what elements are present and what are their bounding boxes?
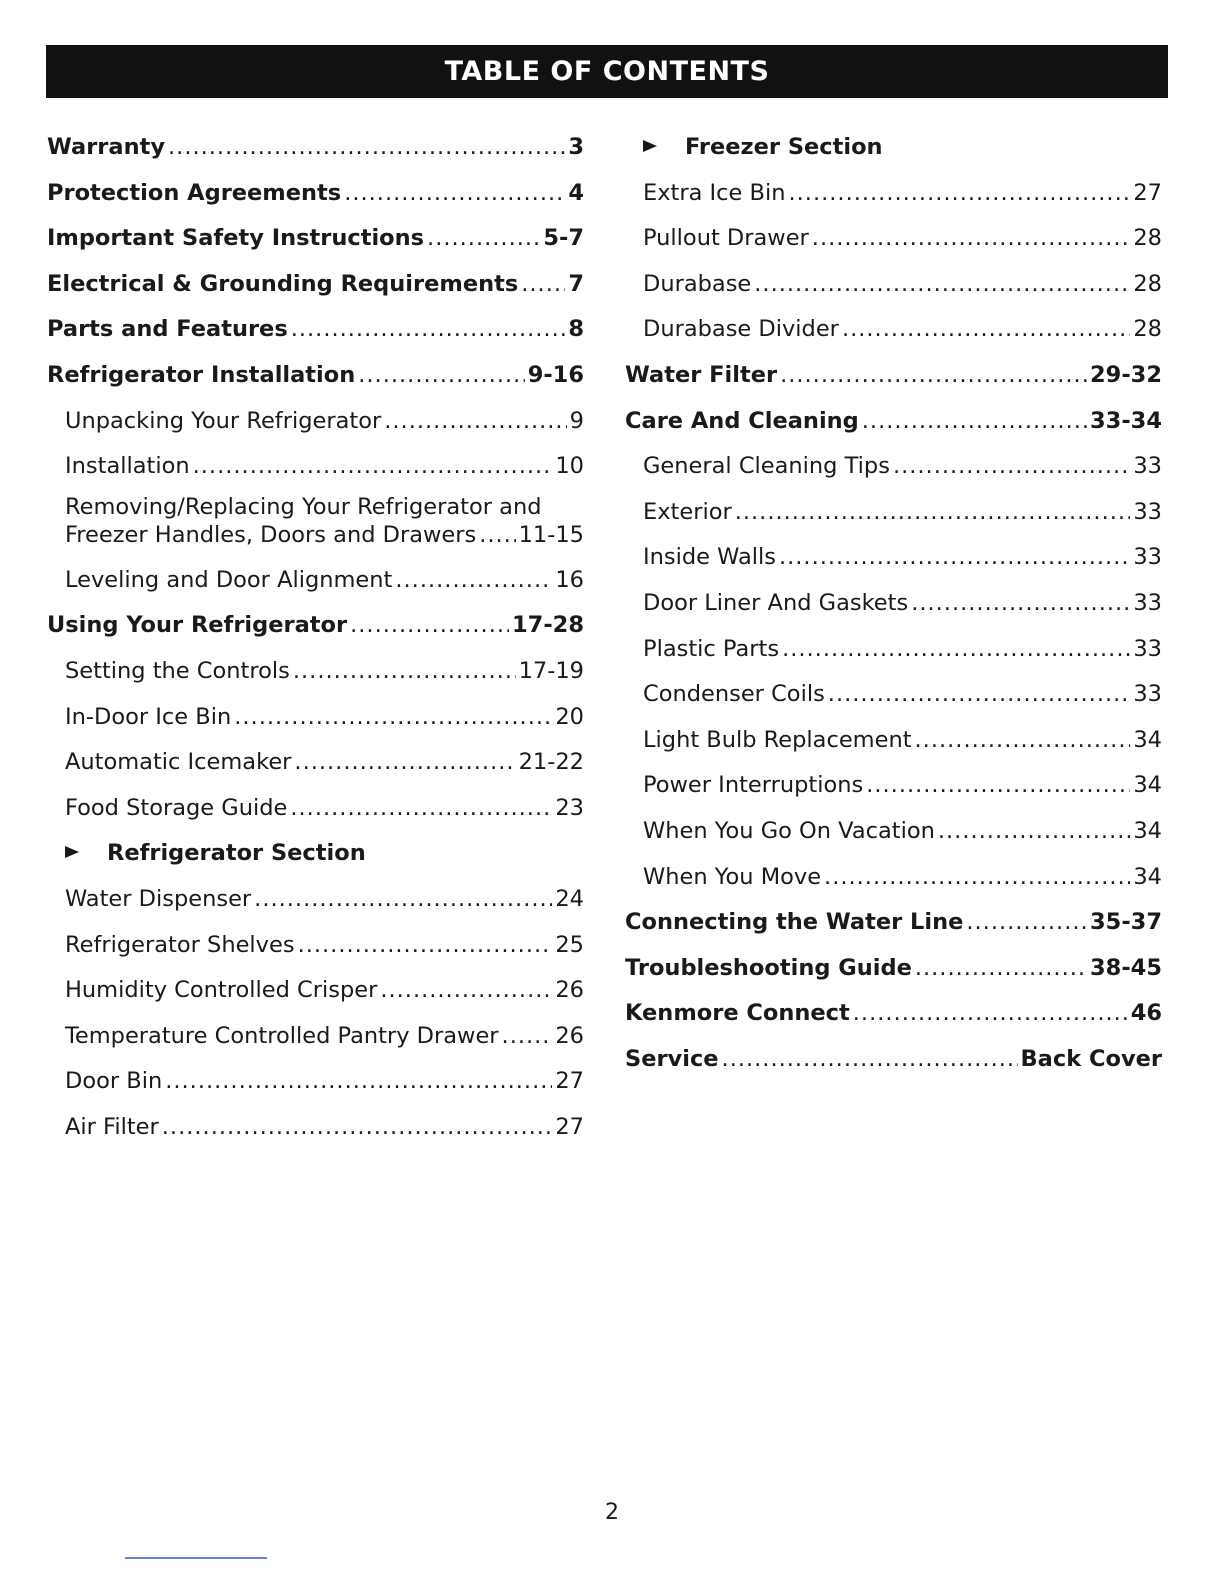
dot-leader bbox=[780, 353, 1087, 399]
toc-entry-label-continued: Freezer Handles, Doors and Drawers bbox=[65, 521, 477, 548]
toc-page-ref: 9 bbox=[569, 407, 584, 434]
toc-entry-label: Refrigerator Shelves bbox=[65, 931, 295, 958]
toc-entry-using-your-refrigerator[interactable] bbox=[47, 603, 584, 649]
toc-entry-label: Service bbox=[625, 1045, 719, 1072]
toc-entry-air-filter[interactable] bbox=[47, 1105, 584, 1151]
dot-leader bbox=[915, 946, 1087, 992]
toc-entry-label: Light Bulb Replacement bbox=[643, 726, 912, 753]
toc-entry-general-cleaning-tips[interactable] bbox=[625, 444, 1162, 490]
toc-page-ref: 5-7 bbox=[543, 225, 584, 252]
toc-entry-parts-and-features[interactable] bbox=[47, 307, 584, 353]
toc-entry-label: Inside Walls bbox=[643, 544, 776, 571]
toc-entry-label: Food Storage Guide bbox=[65, 794, 288, 821]
toc-entry-label: Condenser Coils bbox=[643, 681, 825, 708]
toc-entry-label: Durabase Divider bbox=[643, 316, 839, 343]
toc-entry-when-you-go-on-vacation[interactable] bbox=[625, 809, 1162, 855]
toc-page-ref: 33 bbox=[1133, 544, 1162, 571]
dot-leader bbox=[293, 649, 516, 695]
toc-entry-automatic-icemaker[interactable] bbox=[47, 740, 584, 786]
toc-page-ref: 34 bbox=[1133, 863, 1162, 890]
toc-entry-refrigerator-shelves[interactable] bbox=[47, 923, 584, 969]
toc-entry-label: Troubleshooting Guide bbox=[625, 954, 912, 981]
toc-entry-label: Temperature Controlled Pantry Drawer bbox=[65, 1022, 499, 1049]
toc-entry-label: Water Filter bbox=[625, 361, 778, 388]
dot-leader bbox=[521, 262, 565, 308]
toc-page-ref: 4 bbox=[568, 179, 584, 206]
toc-page-ref: 38-45 bbox=[1090, 954, 1162, 981]
toc-entry-durabase[interactable] bbox=[625, 262, 1162, 308]
toc-page-ref: 24 bbox=[555, 885, 584, 912]
dot-leader bbox=[789, 171, 1131, 217]
toc-page-ref: 8 bbox=[568, 316, 584, 343]
toc-entry-exterior[interactable] bbox=[625, 490, 1162, 536]
toc-entry-label: Setting the Controls bbox=[65, 657, 290, 684]
dot-leader bbox=[502, 1014, 553, 1060]
toc-entry-label: Unpacking Your Refrigerator bbox=[65, 407, 382, 434]
toc-entry-connecting-the-water-line[interactable] bbox=[625, 900, 1162, 946]
dot-leader bbox=[853, 991, 1128, 1037]
dot-leader bbox=[165, 1059, 552, 1105]
section-heading-label: Refrigerator Section bbox=[107, 840, 366, 867]
dot-leader bbox=[911, 581, 1130, 627]
toc-title-bar bbox=[46, 45, 1168, 98]
toc-page-ref: 25 bbox=[555, 931, 584, 958]
toc-page-ref: 35-37 bbox=[1090, 909, 1162, 936]
dot-leader bbox=[168, 125, 565, 171]
triangle-bullet-icon bbox=[643, 140, 657, 152]
triangle-bullet-icon bbox=[65, 846, 79, 858]
toc-page-ref: 17-28 bbox=[512, 612, 584, 639]
dot-leader bbox=[162, 1105, 553, 1151]
toc-entry-troubleshooting-guide[interactable] bbox=[625, 946, 1162, 992]
toc-entry-setting-the-controls[interactable] bbox=[47, 649, 584, 695]
toc-entry-refrigerator-section bbox=[47, 831, 584, 877]
dot-leader bbox=[966, 900, 1087, 946]
toc-entry-label: Installation bbox=[65, 453, 190, 480]
toc-entry-plastic-parts[interactable] bbox=[625, 627, 1162, 673]
toc-entry-label: Leveling and Door Alignment bbox=[65, 566, 393, 593]
dot-leader bbox=[915, 718, 1131, 764]
toc-entry-label: Automatic Icemaker bbox=[65, 749, 292, 776]
dot-leader bbox=[427, 216, 540, 262]
toc-entry-removing-replacing-your-refrigerator-and[interactable] bbox=[47, 490, 584, 558]
page-title: TABLE OF CONTENTS bbox=[444, 56, 770, 87]
toc-entry-label: When You Move bbox=[643, 863, 822, 890]
toc-page-ref: 34 bbox=[1133, 817, 1162, 844]
dot-leader bbox=[722, 1037, 1018, 1083]
toc-entry-label: Air Filter bbox=[65, 1113, 159, 1140]
toc-entry-leveling-and-door-alignment[interactable] bbox=[47, 558, 584, 604]
section-heading-label: Freezer Section bbox=[685, 134, 883, 160]
toc-right-column bbox=[625, 125, 1162, 1082]
toc-entry-label: Exterior bbox=[643, 498, 732, 525]
toc-entry-light-bulb-replacement[interactable] bbox=[625, 718, 1162, 764]
toc-entry-protection-agreements[interactable] bbox=[47, 171, 584, 217]
toc-entry-when-you-move[interactable] bbox=[625, 855, 1162, 901]
dot-leader bbox=[298, 923, 553, 969]
toc-entry-label: Durabase bbox=[643, 270, 752, 297]
toc-page-ref: 26 bbox=[555, 1022, 584, 1049]
toc-page-ref: 33 bbox=[1133, 589, 1162, 616]
toc-page-ref: 11-15 bbox=[518, 521, 584, 548]
dot-leader bbox=[254, 877, 552, 923]
dot-leader bbox=[812, 216, 1131, 262]
toc-entry-door-bin[interactable] bbox=[47, 1059, 584, 1105]
dot-leader bbox=[866, 763, 1130, 809]
toc-entry-inside-walls[interactable] bbox=[625, 535, 1162, 581]
dot-leader bbox=[291, 307, 566, 353]
toc-entry-label: Parts and Features bbox=[47, 316, 288, 343]
toc-page-ref: 20 bbox=[555, 703, 584, 730]
toc-entry-kenmore-connect[interactable] bbox=[625, 991, 1162, 1037]
toc-entry-label: Care And Cleaning bbox=[625, 407, 859, 434]
dot-leader bbox=[350, 603, 509, 649]
dot-leader bbox=[380, 968, 552, 1014]
dot-leader bbox=[193, 444, 553, 490]
dot-leader bbox=[290, 786, 552, 832]
toc-entry-freezer-section bbox=[625, 125, 1162, 171]
toc-entry-durabase-divider[interactable] bbox=[625, 307, 1162, 353]
toc-page-ref: 27 bbox=[555, 1068, 584, 1095]
toc-page-ref: 29-32 bbox=[1090, 361, 1162, 388]
toc-entry-condenser-coils[interactable] bbox=[625, 672, 1162, 718]
toc-page-ref: 27 bbox=[555, 1113, 584, 1140]
toc-entry-label: Door Bin bbox=[65, 1068, 163, 1095]
toc-page-ref: 33 bbox=[1133, 635, 1162, 662]
toc-entry-door-liner-and-gaskets[interactable] bbox=[625, 581, 1162, 627]
toc-page-ref: 33-34 bbox=[1090, 407, 1162, 434]
toc-entry-label: Plastic Parts bbox=[643, 635, 780, 662]
toc-page-ref: 28 bbox=[1133, 316, 1162, 343]
toc-entry-label: Water Dispenser bbox=[65, 885, 252, 912]
toc-entry-temperature-controlled-pantry-drawer[interactable] bbox=[47, 1014, 584, 1060]
dot-leader bbox=[824, 855, 1130, 901]
toc-entry-label: Humidity Controlled Crisper bbox=[65, 977, 378, 1004]
toc-entry-label: Protection Agreements bbox=[47, 179, 342, 206]
toc-entry-food-storage-guide[interactable] bbox=[47, 786, 584, 832]
toc-page-ref: 10 bbox=[555, 453, 584, 480]
toc-entry-label: Important Safety Instructions bbox=[47, 225, 425, 252]
toc-entry-water-filter[interactable] bbox=[625, 353, 1162, 399]
dot-leader bbox=[828, 672, 1131, 718]
toc-page-ref: 28 bbox=[1133, 270, 1162, 297]
toc-entry-label: Removing/Replacing Your Refrigerator and bbox=[65, 493, 542, 520]
dot-leader bbox=[358, 353, 524, 399]
toc-page-ref: 27 bbox=[1133, 179, 1162, 206]
toc-entry-label: Kenmore Connect bbox=[625, 1000, 850, 1027]
toc-page-ref: 21-22 bbox=[518, 749, 584, 776]
toc-page-ref: 33 bbox=[1133, 498, 1162, 525]
dot-leader bbox=[862, 399, 1087, 445]
dot-leader bbox=[754, 262, 1130, 308]
toc-page-ref: 26 bbox=[555, 977, 584, 1004]
toc-entry-label: Connecting the Water Line bbox=[625, 909, 964, 936]
toc-entry-label: When You Go On Vacation bbox=[643, 817, 935, 844]
toc-entry-water-dispenser[interactable] bbox=[47, 877, 584, 923]
toc-entry-refrigerator-installation[interactable] bbox=[47, 353, 584, 399]
toc-page-ref: 33 bbox=[1133, 453, 1162, 480]
page-number: 2 bbox=[605, 1500, 619, 1525]
toc-entry-label: Power Interruptions bbox=[643, 772, 864, 799]
toc-entry-label: Pullout Drawer bbox=[643, 225, 809, 252]
toc-entry-label: In-Door Ice Bin bbox=[65, 703, 232, 730]
toc-entry-label: General Cleaning Tips bbox=[643, 453, 890, 480]
dot-leader bbox=[384, 399, 566, 445]
toc-entry-in-door-ice-bin[interactable] bbox=[47, 695, 584, 741]
toc-entry-label: Refrigerator Installation bbox=[47, 361, 356, 388]
toc-entry-extra-ice-bin[interactable] bbox=[625, 171, 1162, 217]
toc-entry-pullout-drawer[interactable] bbox=[625, 216, 1162, 262]
toc-page-ref: 17-19 bbox=[518, 657, 584, 684]
toc-entry-important-safety-instructions[interactable] bbox=[47, 216, 584, 262]
toc-entry-service[interactable] bbox=[625, 1037, 1162, 1083]
dot-leader bbox=[479, 521, 515, 549]
toc-page-ref: 34 bbox=[1133, 726, 1162, 753]
dot-leader bbox=[344, 171, 565, 217]
toc-page-ref: 7 bbox=[568, 270, 584, 297]
toc-entry-care-and-cleaning[interactable] bbox=[625, 399, 1162, 445]
dot-leader bbox=[234, 695, 552, 741]
toc-page-ref: 16 bbox=[555, 566, 584, 593]
toc-page-ref: 33 bbox=[1133, 681, 1162, 708]
dot-leader bbox=[938, 809, 1130, 855]
toc-entry-warranty[interactable] bbox=[47, 125, 584, 171]
dot-leader bbox=[893, 444, 1130, 490]
toc-entry-unpacking-your-refrigerator[interactable] bbox=[47, 399, 584, 445]
toc-entry-power-interruptions[interactable] bbox=[625, 763, 1162, 809]
toc-entry-electrical-grounding-requirements[interactable] bbox=[47, 262, 584, 308]
dot-leader bbox=[735, 490, 1131, 536]
dot-leader bbox=[294, 740, 515, 786]
dot-leader bbox=[842, 307, 1130, 353]
toc-entry-label: Electrical & Grounding Requirements bbox=[47, 270, 519, 297]
toc-entry-label: Extra Ice Bin bbox=[643, 179, 786, 206]
toc-entry-installation[interactable] bbox=[47, 444, 584, 490]
toc-left-column bbox=[47, 125, 584, 1150]
toc-page-ref: 3 bbox=[568, 134, 584, 160]
dot-leader bbox=[779, 535, 1130, 581]
toc-page-ref: 9-16 bbox=[527, 361, 584, 388]
toc-page-ref: 23 bbox=[555, 794, 584, 821]
toc-entry-label: Using Your Refrigerator bbox=[47, 612, 348, 639]
toc-page-ref: 28 bbox=[1133, 225, 1162, 252]
toc-entry-label: Warranty bbox=[47, 134, 166, 160]
toc-entry-label: Door Liner And Gaskets bbox=[643, 589, 909, 616]
dot-leader bbox=[782, 627, 1130, 673]
toc-page-ref: 34 bbox=[1133, 772, 1162, 799]
footer-rule bbox=[125, 1557, 267, 1559]
toc-page-ref: Back Cover bbox=[1020, 1045, 1162, 1072]
toc-entry-humidity-controlled-crisper[interactable] bbox=[47, 968, 584, 1014]
toc-page-ref: 46 bbox=[1130, 1000, 1162, 1027]
dot-leader bbox=[395, 558, 552, 604]
